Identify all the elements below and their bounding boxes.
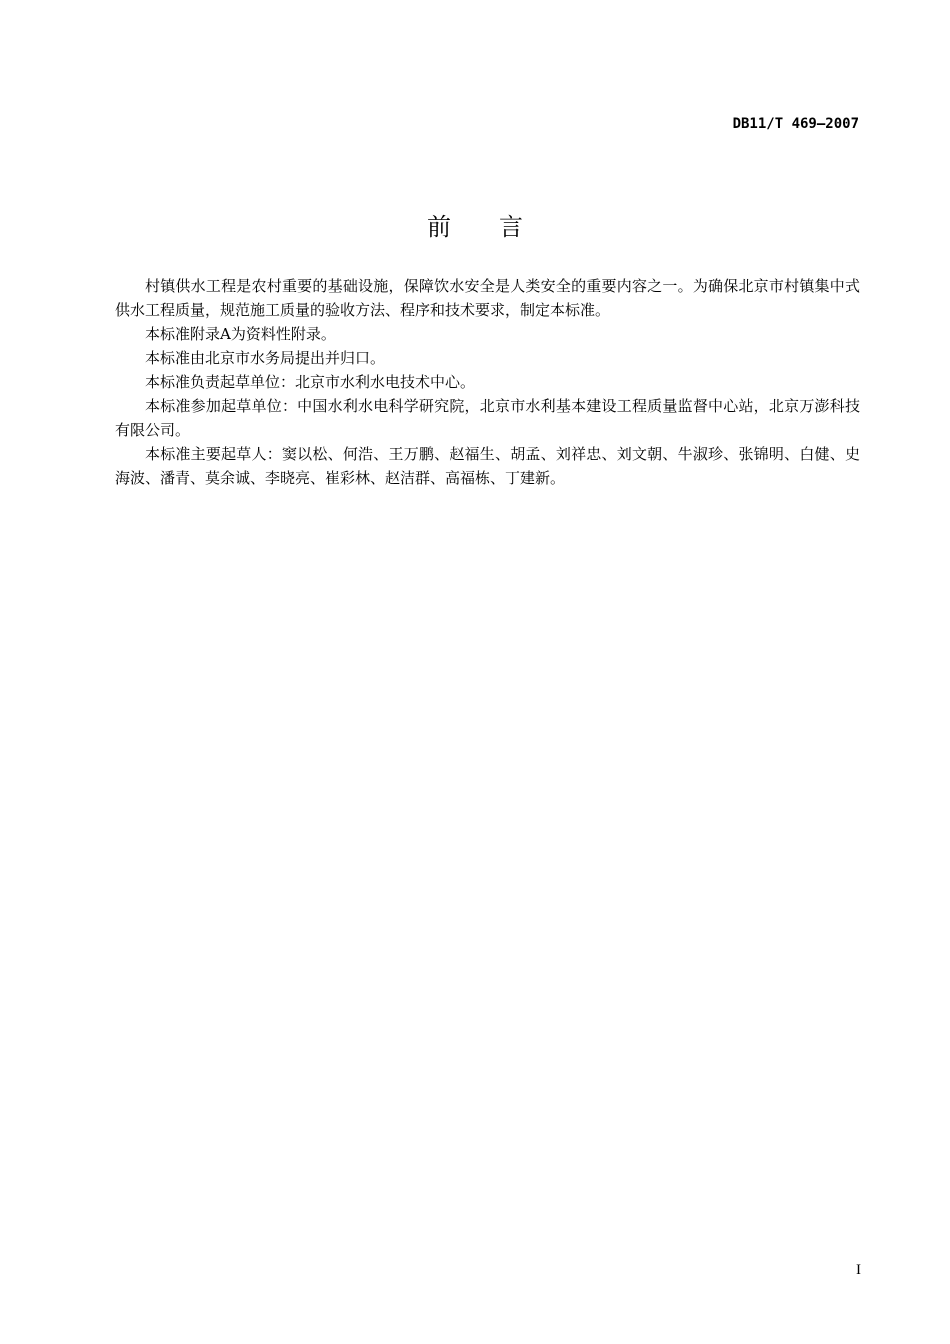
paragraph-proposer: 本标准由北京市水务局提出并归口。 (145, 349, 386, 367)
paragraph-main-drafters: 本标准主要起草人：窦以松、何浩、王万鹏、赵福生、胡孟、刘祥忠、刘文朝、牛淑珍、张锦明、白健、史海波、潘青、莫余诚、李晓亮、崔彩林、赵洁群、高福栋、丁建新。 (115, 445, 860, 487)
page-title: 前 言 (427, 213, 523, 241)
page-number: I (856, 1262, 861, 1278)
paragraph-purpose: 村镇供水工程是农村重要的基础设施，保障饮水安全是人类安全的重要内容之一。为确保北京市村镇集中式供水工程质量，规范施工质量的验收方法、程序和技术要求，制定本标准。 (115, 277, 860, 319)
paragraph-participating-drafters: 本标准参加起草单位：中国水利水电科学研究院，北京市水利基本建设工程质量监督中心站，北京万澎科技有限公司。 (115, 397, 860, 439)
standard-number: DB11/T 469—2007 (732, 116, 859, 132)
paragraph-appendix: 本标准附录A为资料性附录。 (145, 325, 336, 343)
paragraph-responsible-drafter: 本标准负责起草单位：北京市水利水电技术中心。 (145, 373, 476, 391)
preface-body (115, 274, 860, 490)
